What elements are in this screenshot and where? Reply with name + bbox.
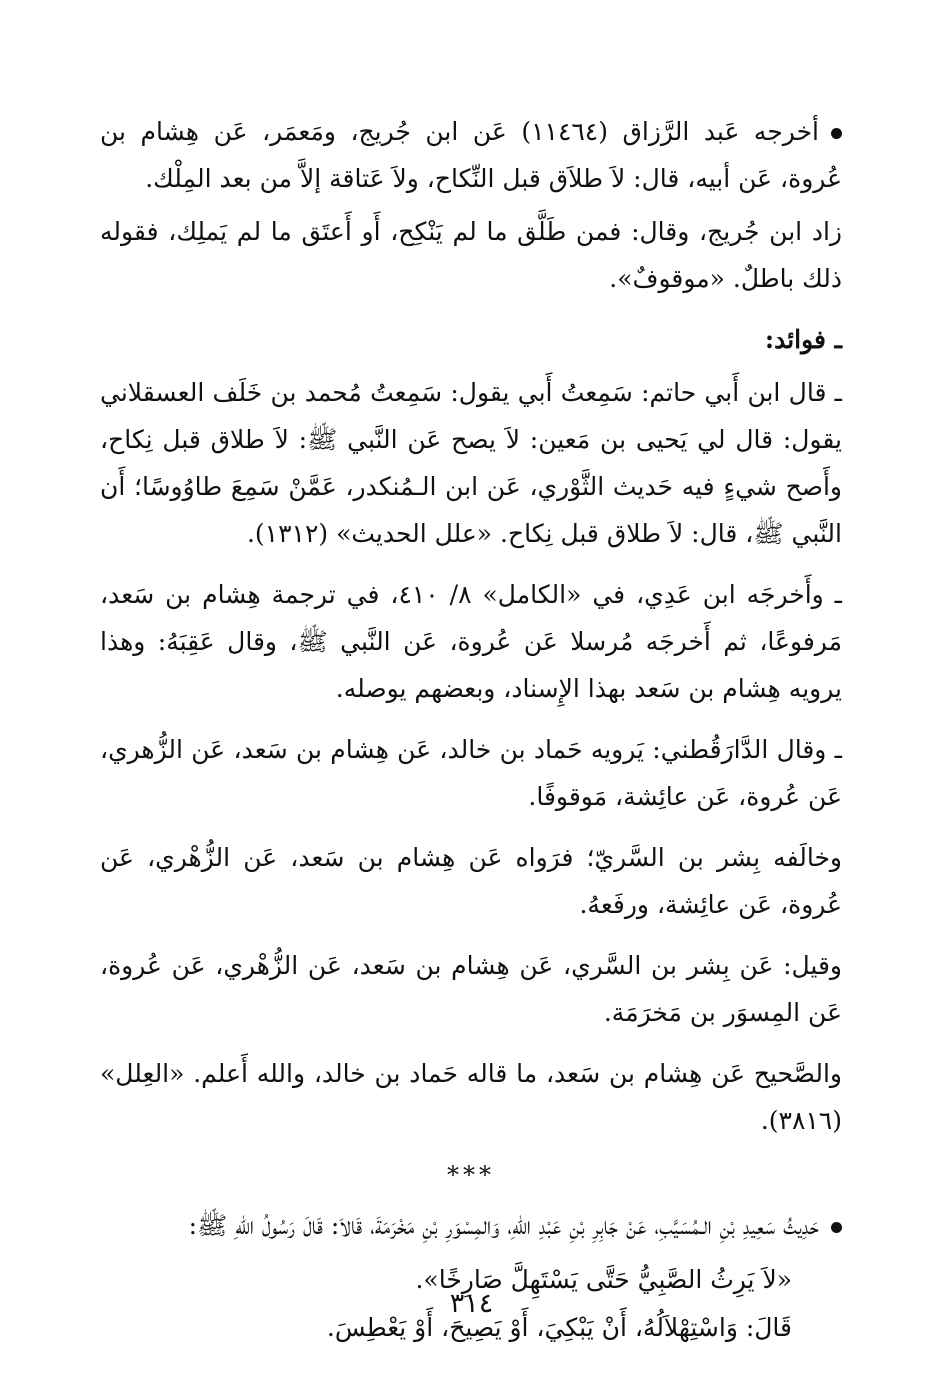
- paragraph-ibn-adi: ـ وأَخرجَه ابن عَدِي، في «الكامل» ٨/ ٤١٠، في ترجمة هِشام بن سَعد، مَرفوعًا، ثم أَخرجَه مُرسلا عَن عُروة، عَن النَّبي ﷺ، وقال عَقِبَهُ: وهذا يرويه هِشام بن سَعد بهذا الإِسناد، وبعضهم يوصله.: [100, 580, 842, 703]
- paragraph-daraqutni: ـ وقال الدَّارَقُطني: يَرويه حَماد بن خالد، عَن هِشام بن سَعد، عَن الزُّهري، عَن عُروة، عَن عائِشة، مَوقوفًا.: [100, 735, 842, 811]
- paragraph-ibn-abi-hatim: ـ قال ابن أَبي حاتم: سَمِعتُ أَبي يقول: سَمِعتُ مُحمد بن خَلَف العسقلاني يقول: قال لي يَحيى بن مَعين: لاَ يصح عَن النَّبي ﷺ: لاَ طلاق قبل نِكاح، وأَصح شيءٍ فيه حَديث الثَّوْري، عَن ابن الـمُنكدر، عَمَّنْ سَمِعَ طاوُوسًا؛ أَن النَّبي ﷺ، قال: لاَ طلاق قبل نِكاح. «علل الحديث» (١٣١٢).: [100, 378, 842, 548]
- hadith-quote: «لاَ يَرِثُ الصَّبِيُّ حَتَّى يَسْتَهِلَّ صَارِخًا».: [415, 1265, 792, 1294]
- paragraph-qil: وقيل: عَن بِشر بن السَّري، عَن هِشام بن سَعد، عَن الزُّهْري، عَن عُروة، عَن المِسوَر بن مَخرَمَة.: [100, 951, 842, 1027]
- hadith-intro-text: حَدِيثُ سَعِيدِ بْنِ الـمُسَيَّبِ، عَنْ جَابِرِ بْنِ عَبْدِ اللهِ، وَالمِسْوَرِ بْنِ مَخْرَمَةَ، قَالاَ: قَالَ رَسُولُ اللهِ ﷺ:: [188, 1211, 819, 1240]
- bullet-icon: [831, 128, 842, 139]
- paragraph-takhrij: [100, 108, 842, 202]
- page-number: ٣١٤: [449, 1288, 494, 1319]
- section-heading-benefits: ـ فوائد:: [764, 325, 842, 354]
- page-body: [100, 108, 842, 1352]
- paragraph-bishr: وخالَفه بِشر بن السَّريّ؛ فرَواه عَن هِشام بن سَعد، عَن الزُّهْري، عَن عُروة، عَن عائِشة، ورفَعهُ.: [100, 843, 842, 919]
- paragraph-text: أخرجه عَبد الرَّزاق (١١٤٦٤) عَن ابن جُريج، ومَعمَر، عَن هِشام بن عُروة، عَن أبيه، قال: لاَ طلاَق قبل النِّكاح، ولاَ عَتاقة إلاَّ من بعد المِلْك.: [100, 117, 842, 193]
- bullet-icon: [831, 1222, 842, 1233]
- hadith-intro: [100, 1202, 842, 1250]
- paragraph-sahih: والصَّحيح عَن هِشام بن سَعد، ما قاله حَماد بن خالد، والله أَعلم. «العِلل» (٣٨١٦).: [100, 1059, 842, 1135]
- section-separator: ***: [447, 1161, 495, 1189]
- hadith-explanation: قَالَ: وَاسْتِهْلاَلُهُ، أَنْ يَبْكِيَ، أَوْ يَصِيحَ، أَوْ يَعْطِسَ.: [326, 1313, 792, 1342]
- paragraph-ibn-jurayj: زاد ابن جُريج، وقال: فمن طَلَّق ما لم يَنْكِح، أَو أَعتَق ما لم يَملِك، فقوله ذلك باطلٌ. «موقوفٌ».: [100, 217, 842, 293]
